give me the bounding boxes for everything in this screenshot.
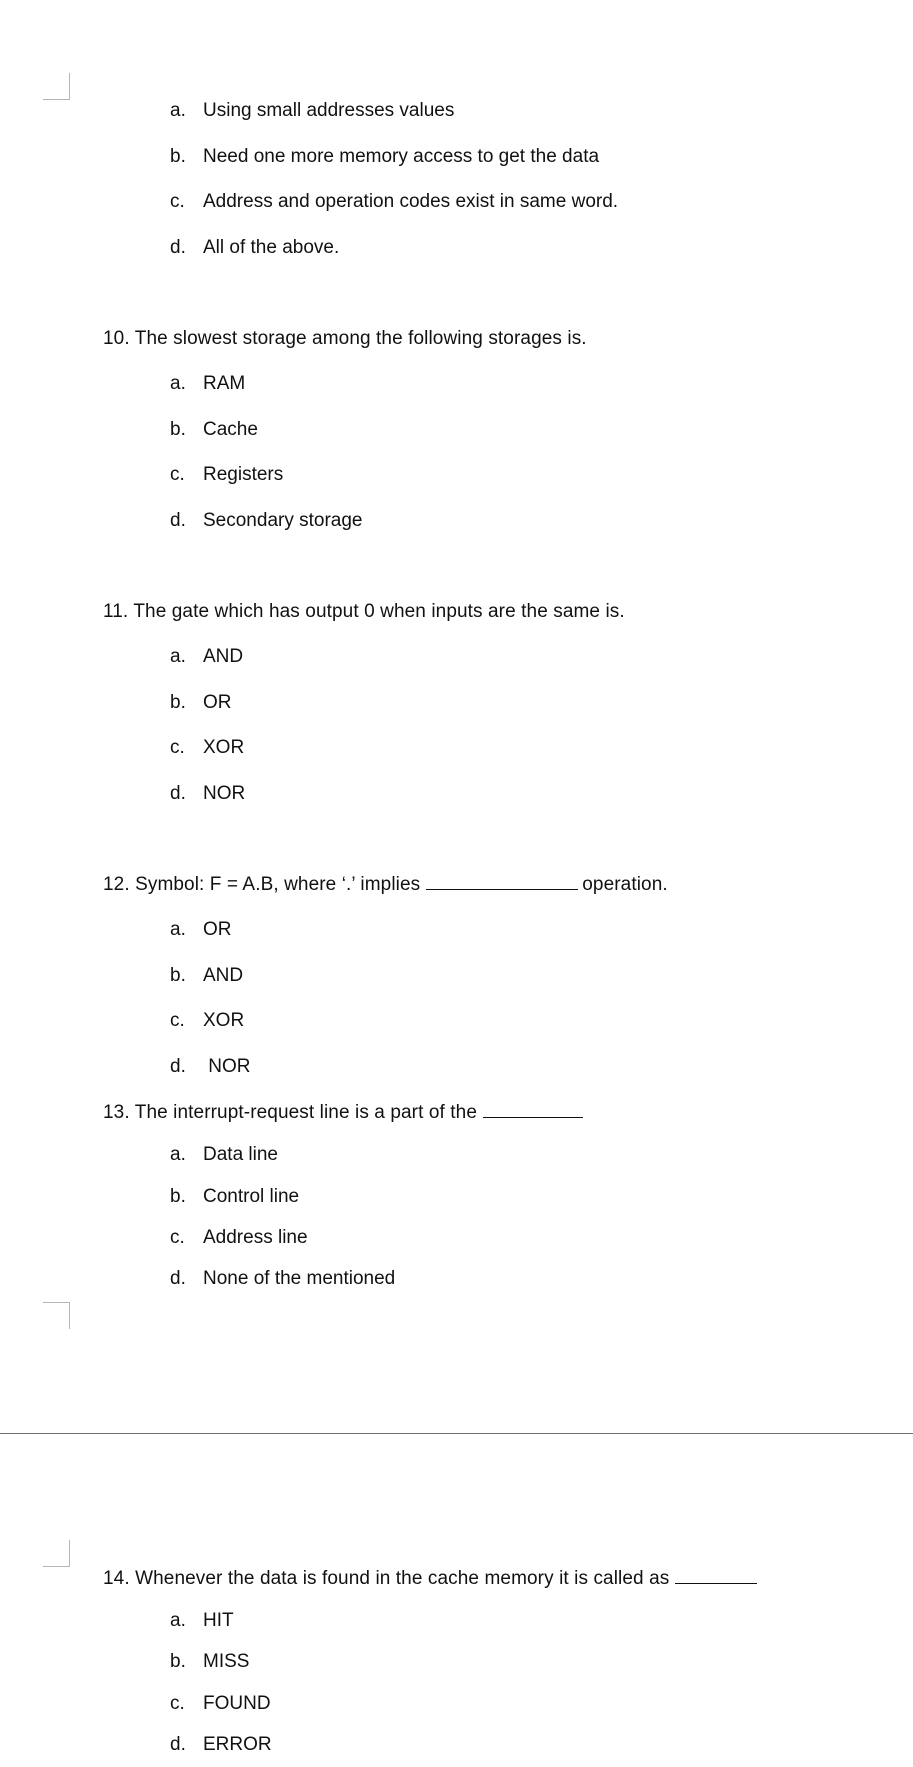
q13-option-c: c. Address line (170, 1227, 308, 1248)
q12-option-c: c. XOR (170, 1010, 245, 1031)
q12-option-a: a. OR (170, 919, 232, 940)
q13-question: 13. The interrupt-request line is a part of the (103, 1102, 587, 1124)
page-margin-marker (43, 73, 70, 100)
page-margin-marker (43, 1540, 70, 1567)
q11-option-d: d. NOR (170, 783, 246, 804)
q13-option-a: a. Data line (170, 1144, 278, 1165)
q12-question: 12. Symbol: F = A.B, where ‘.’ implies operation. (103, 874, 668, 895)
q11-option-a: a. AND (170, 646, 244, 667)
page-margin-marker (43, 1302, 70, 1329)
q11-option-c: c. XOR (170, 737, 245, 758)
q14-question: 14. Whenever the data is found in the cache memory it is called as (103, 1568, 761, 1590)
q9-option-b: b. Need one more memory access to get the data (170, 146, 600, 167)
document-page-2 (0, 1434, 913, 1767)
q10-option-d: d. Secondary storage (170, 510, 363, 531)
answer-blank (483, 1116, 583, 1118)
q14-option-a: a. HIT (170, 1610, 234, 1631)
q11-question: 11. The gate which has output 0 when inputs are the same is. (103, 601, 625, 622)
q14-option-d: d. ERROR (170, 1734, 272, 1755)
q10-option-b: b. Cache (170, 419, 258, 440)
q10-option-a: a. RAM (170, 373, 246, 394)
q9-option-d: d. All of the above. (170, 237, 340, 258)
q14-option-c: c. FOUND (170, 1693, 271, 1714)
q13-option-b: b. Control line (170, 1186, 300, 1207)
answer-blank (675, 1582, 757, 1584)
q10-question: 10. The slowest storage among the following storages is. (103, 328, 587, 349)
q9-option-c: c. Address and operation codes exist in same word. (170, 191, 619, 212)
q12-option-b: b. AND (170, 965, 244, 986)
q9-option-a: a. Using small addresses values (170, 100, 455, 121)
q11-option-b: b. OR (170, 692, 232, 713)
q10-option-c: c. Registers (170, 464, 284, 485)
answer-blank (426, 888, 578, 890)
q12-option-d: d. NOR (170, 1056, 251, 1077)
q14-option-b: b. MISS (170, 1651, 250, 1672)
q13-option-d: d. None of the mentioned (170, 1268, 396, 1289)
